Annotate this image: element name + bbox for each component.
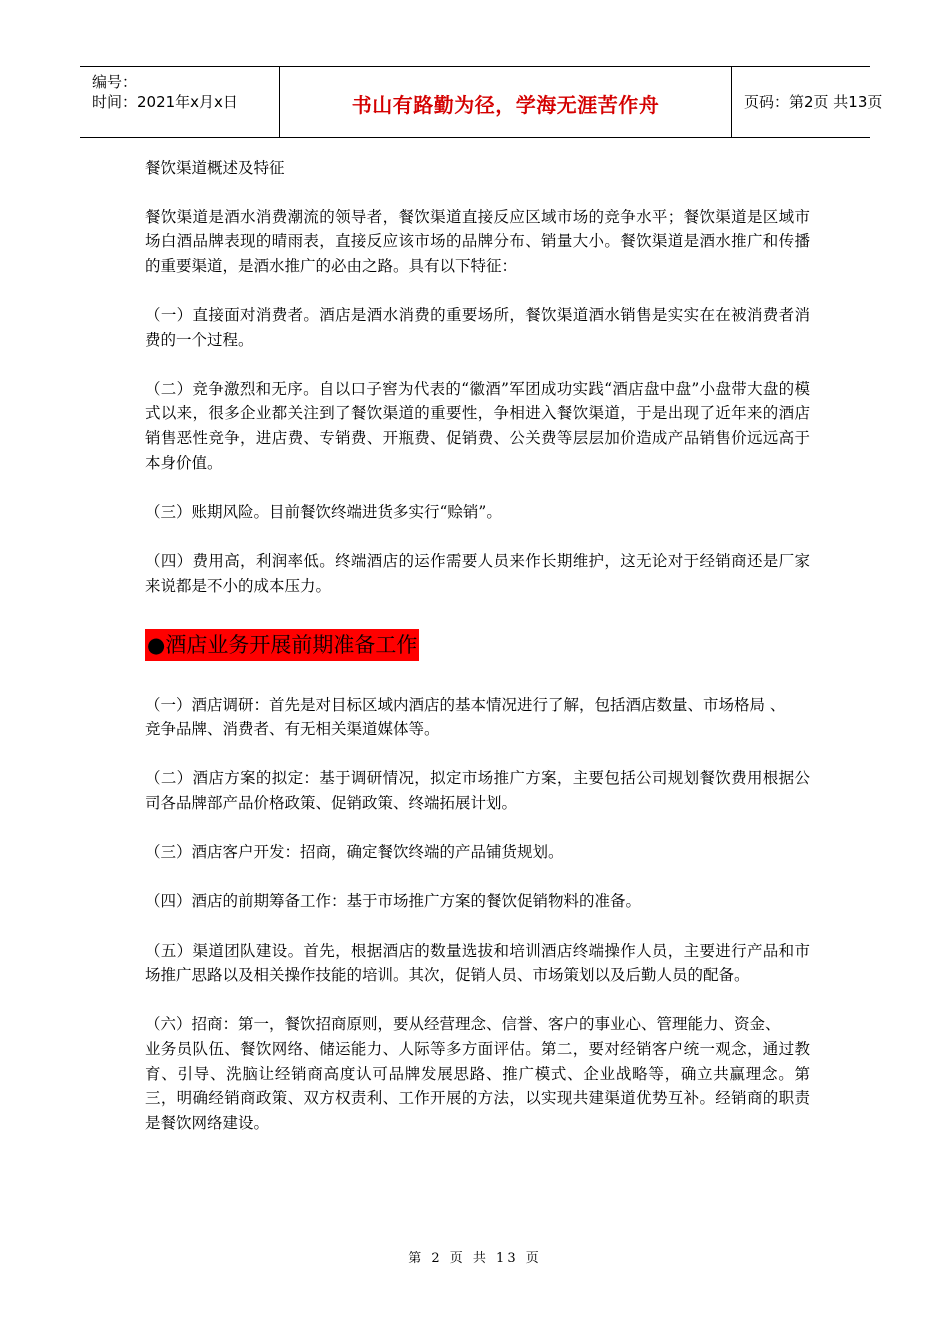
prep-item-1-line-b: 竞争品牌、消费者、有无相关渠道媒体等。 bbox=[145, 720, 440, 739]
prep-item-4: （四）酒店的前期筹备工作：基于市场推广方案的餐饮促销物料的准备。 bbox=[145, 892, 642, 911]
intro-paragraph: 餐饮渠道是酒水消费潮流的领导者，餐饮渠道直接反应区域市场的竞争水平；餐饮渠道是区域市场白酒品牌表现的晴雨表，直接反应该市场的品牌分布、销量大小。餐饮渠道是酒水推广和传播的重要渠道，是酒水推广的必由之路。具有以下特征： bbox=[145, 207, 810, 275]
prep-item-5: （五）渠道团队建设。首先，根据酒店的数量选拔和培训酒店终端操作人员，主要进行产品和市场推广思路以及相关操作技能的培训。其次，促销人员、市场策划以及后勤人员的配备。 bbox=[145, 941, 810, 985]
header-motto: 书山有路勤为径，学海无涯苦作舟 bbox=[351, 93, 660, 117]
page-footer: 第 2 页 共 13 页 bbox=[408, 1251, 542, 1266]
prep-item-2: （二）酒店方案的拟定：基于调研情况，拟定市场推广方案，主要包括公司规划餐饮费用根据公司各品牌部产品价格政策、促销政策、终端拓展计划。 bbox=[145, 769, 810, 813]
feature-paragraph: （三）账期风险。目前餐饮终端进货多实行“赊销”。 bbox=[145, 502, 502, 521]
date-label: 时间：2021年x月x日 bbox=[92, 93, 238, 111]
prep-item-1-line-a: （一）酒店调研：首先是对目标区域内酒店的基本情况进行了解，包括酒店数量、市场格局 、 bbox=[145, 695, 786, 714]
serial-label: 编号： bbox=[92, 73, 138, 91]
document-title: 餐饮渠道概述及特征 bbox=[145, 159, 285, 177]
prep-item-3: （三）酒店客户开发：招商，确定餐饮终端的产品铺货规划。 bbox=[145, 843, 564, 862]
feature-paragraph: （四）费用高，利润率低。终端酒店的运作需要人员来作长期维护，这无论对于经销商还是厂家来说都是不小的成本压力。 bbox=[145, 551, 810, 595]
header-page-info: 页码：第2页 共13页 bbox=[744, 93, 883, 111]
feature-paragraph: （一）直接面对消费者。酒店是酒水消费的重要场所，餐饮渠道酒水销售是实实在在被消费者消费的一个过程。 bbox=[145, 305, 810, 349]
header-page-cell bbox=[732, 67, 883, 137]
header-meta-cell bbox=[80, 67, 280, 137]
prep-item-6-line-b: 业务员队伍、餐饮网络、储运能力、人际等多方面评估。第二，要对经销客户统一观念，通过教育、引导、洗脑让经销商高度认可品牌发展思路、推广模式、企业战略等，确立共赢理念。第三，明确经销商政策、双方权责利、工作开展的方法，以实现共建渠道优势互补。经销商的职责是餐饮网络建设。 bbox=[145, 1040, 810, 1132]
header-motto-cell bbox=[280, 67, 732, 137]
prep-item-6-line-a: （六）招商：第一，餐饮招商原则，要从经营理念、信誉、客户的事业心、管理能力、资金、 bbox=[145, 1015, 781, 1034]
section-heading: ●酒店业务开展前期准备工作 bbox=[145, 629, 419, 661]
feature-paragraph: （二）竞争激烈和无序。自以口子窖为代表的“徽酒”军团成功实践“酒店盘中盘”小盘带大盘的模式以来，很多企业都关注到了餐饮渠道的重要性，争相进入餐饮渠道，于是出现了近年来的酒店销售恶性竞争，进店费、专销费、开瓶费、促销费、公关费等层层加价造成产品销售价远远高于本身价值。 bbox=[145, 379, 810, 472]
page-header bbox=[80, 66, 883, 138]
document-body bbox=[145, 156, 810, 1160]
